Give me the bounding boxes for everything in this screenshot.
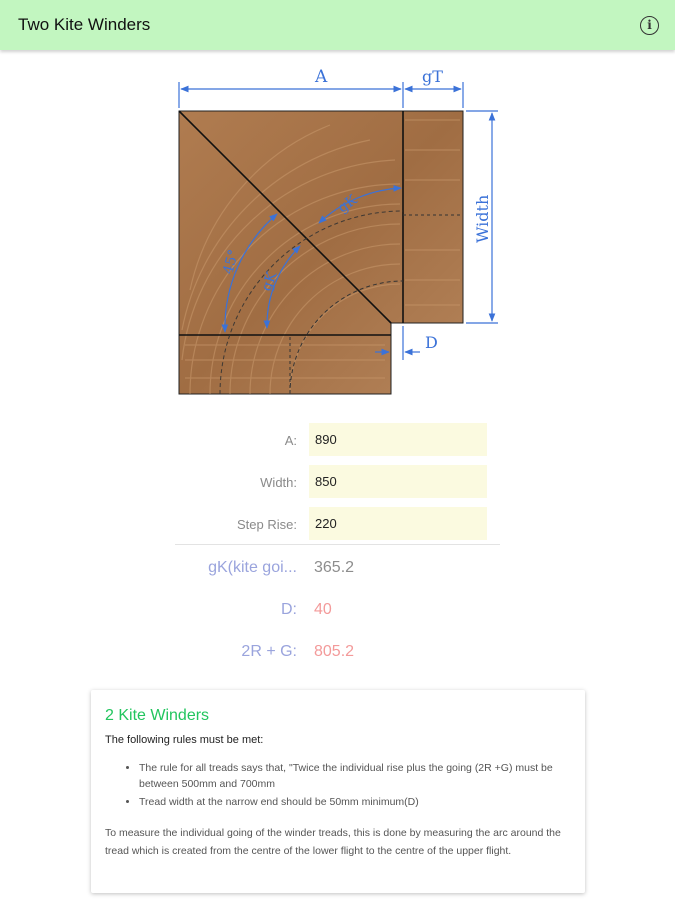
width-input[interactable] [309,465,487,498]
info-icon[interactable]: i [640,16,659,35]
form-row-width [0,465,675,498]
card-paragraph: To measure the individual going of the winder treads, this is done by measuring the arc around the tread which is created from the centre of the lower flight to the centre of the upper flight. [105,827,561,857]
d-label: D: [281,601,297,618]
result-row-d [0,598,675,624]
page-title: Two Kite Winders [18,15,151,34]
dim-label-gk-lower: gK [258,269,281,294]
rules-list [139,760,569,812]
dim-label-a: A [315,67,328,87]
d-value: 40 [314,601,332,618]
dim-label-gk-upper: gK [335,192,361,217]
form-row-step-rise [0,507,675,540]
step-rise-input[interactable] [309,507,487,540]
wood-shape [179,111,463,394]
a-label: A: [284,433,297,448]
a-input[interactable] [309,423,487,456]
gk-label: gK(kite goi... [208,559,297,576]
list-item: • Tread width at the narrow end should be 50mm minimum(D) [139,794,569,810]
list-item: • The rule for all treads says that, "Twice the individual rise plus the going (2R +G) must be between 500mm and 700mm [139,760,569,792]
info-card [91,690,585,893]
result-row-2r-g [0,640,675,666]
winder-diagram [0,55,675,400]
step-rise-label: Step Rise: [237,517,297,532]
card-title: 2 Kite Winders [105,707,210,724]
two-r-g-value: 805.2 [314,643,355,660]
gk-value: 365.2 [314,559,355,576]
dim-label-angle: 45° [220,247,243,277]
two-r-g-label: 2R + G: [241,643,297,660]
card-subtitle: The following rules must be met: [105,734,264,746]
app-header [0,0,675,50]
result-row-gk [0,556,675,582]
width-label: Width: [260,475,297,490]
form-row-a [0,423,675,456]
dim-label-gt: gT [422,67,443,86]
dim-label-d: D [425,333,438,352]
dim-label-width: Width [473,194,492,243]
divider [175,544,500,545]
